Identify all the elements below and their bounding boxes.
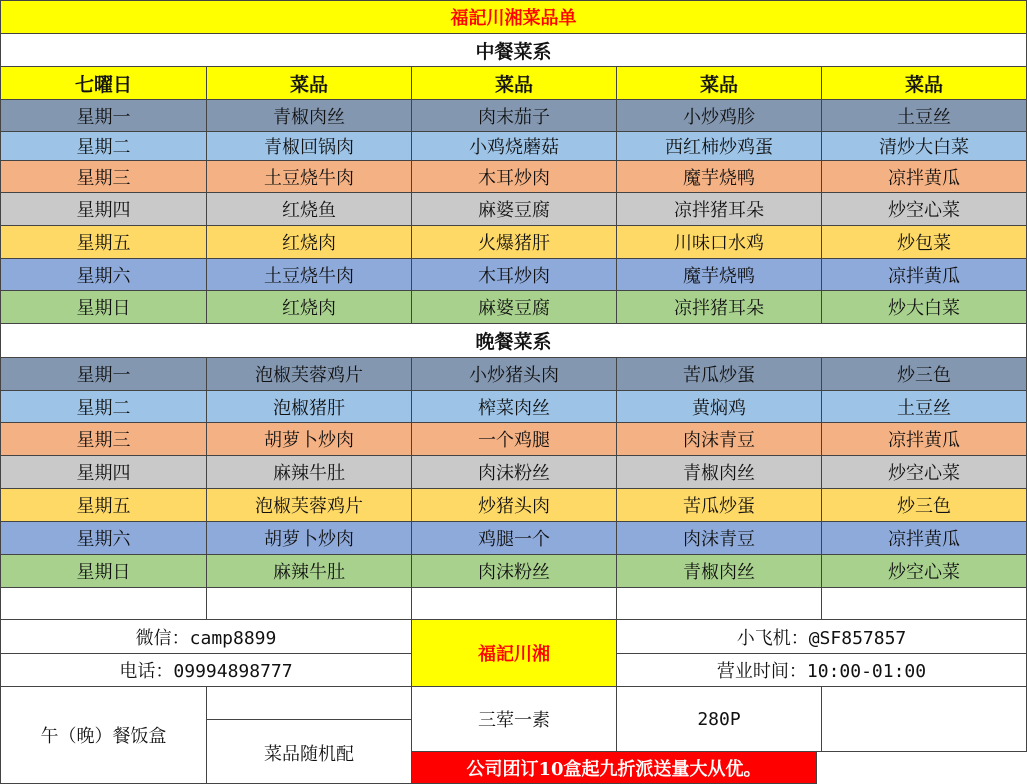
dish-cell: 凉拌黄瓜 [822, 161, 1027, 193]
dish-cell: 泡椒芙蓉鸡片 [207, 489, 412, 522]
dish-cell: 红烧肉 [207, 226, 412, 259]
dish-cell: 青椒肉丝 [617, 555, 822, 588]
dish-cell: 肉沫青豆 [617, 522, 822, 555]
brand-badge: 福記川湘 [412, 620, 617, 687]
dish-cell: 炒空心菜 [822, 456, 1027, 489]
lunch-section-title: 中餐菜系 [475, 40, 552, 63]
header-weekday: 七曜日 [0, 67, 207, 100]
dish-cell: 炒三色 [822, 489, 1027, 522]
empty-cell [822, 687, 1027, 752]
dish-cell: 炒大白菜 [822, 291, 1027, 324]
lunch-row-friday [0, 226, 1027, 259]
lunchbox-label: 午（晚）餐饭盒 [0, 687, 207, 784]
dish-cell: 西红柿炒鸡蛋 [617, 132, 822, 161]
dish-cell: 麻婆豆腐 [412, 291, 617, 324]
header-dish-1: 菜品 [207, 67, 412, 100]
weekday-cell: 星期三 [0, 161, 207, 193]
empty-cell [207, 588, 412, 620]
dish-cell: 凉拌黄瓜 [822, 423, 1027, 456]
dish-cell: 肉沫粉丝 [412, 555, 617, 588]
dish-cell: 麻辣牛肚 [207, 456, 412, 489]
price-value: 280P [617, 687, 822, 752]
phone-contact: 电话：09994898777 [0, 654, 412, 687]
dish-cell: 苦瓜炒蛋 [617, 489, 822, 522]
dish-cell: 麻辣牛肚 [207, 555, 412, 588]
empty-row [0, 588, 1027, 620]
dish-cell: 泡椒猪肝 [207, 391, 412, 423]
dish-cell: 土豆烧牛肉 [207, 259, 412, 291]
wechat-contact: 微信：camp8899 [0, 620, 412, 654]
dinner-row-thursday [0, 456, 1027, 489]
lunch-row-thursday [0, 193, 1027, 226]
weekday-cell: 星期五 [0, 226, 207, 259]
dish-cell: 鸡腿一个 [412, 522, 617, 555]
dish-cell: 肉沫青豆 [617, 423, 822, 456]
lunch-row-sunday [0, 291, 1027, 324]
header-dish-3: 菜品 [617, 67, 822, 100]
weekday-cell: 星期三 [0, 423, 207, 456]
dish-cell: 炒空心菜 [822, 555, 1027, 588]
dish-cell: 川味口水鸡 [617, 226, 822, 259]
weekday-cell: 星期四 [0, 456, 207, 489]
menu-title-bar [0, 0, 1027, 34]
dish-cell: 凉拌黄瓜 [822, 522, 1027, 555]
promo-banner: 公司团订10盒起九折派送量大从优。 [412, 752, 817, 784]
lunch-row-saturday [0, 259, 1027, 291]
empty-cell [617, 588, 822, 620]
dish-cell: 炒空心菜 [822, 193, 1027, 226]
dinner-row-tuesday [0, 391, 1027, 423]
lunch-row-monday [0, 100, 1027, 132]
dish-cell: 木耳炒肉 [412, 259, 617, 291]
weekday-cell: 星期一 [0, 358, 207, 391]
dinner-row-wednesday [0, 423, 1027, 456]
empty-cell [207, 687, 412, 720]
dish-cell: 榨菜肉丝 [412, 391, 617, 423]
lunch-section-heading [0, 34, 1027, 67]
lunch-row-tuesday [0, 132, 1027, 161]
dish-cell: 清炒大白菜 [822, 132, 1027, 161]
dinner-row-sunday [0, 555, 1027, 588]
dinner-section-heading [0, 324, 1027, 358]
footer-info [0, 620, 1027, 784]
dish-cell: 肉沫粉丝 [412, 456, 617, 489]
dish-cell: 红烧肉 [207, 291, 412, 324]
dinner-row-friday [0, 489, 1027, 522]
dish-cell: 凉拌猪耳朵 [617, 193, 822, 226]
random-dishes-note: 菜品随机配 [207, 720, 412, 784]
dish-cell: 苦瓜炒蛋 [617, 358, 822, 391]
dish-cell: 胡萝卜炒肉 [207, 522, 412, 555]
dish-cell: 炒三色 [822, 358, 1027, 391]
dish-cell: 小鸡烧蘑菇 [412, 132, 617, 161]
dish-cell: 胡萝卜炒肉 [207, 423, 412, 456]
dish-cell: 魔芋烧鸭 [617, 161, 822, 193]
weekday-cell: 星期二 [0, 391, 207, 423]
dish-cell: 土豆丝 [822, 391, 1027, 423]
weekday-cell: 星期五 [0, 489, 207, 522]
dish-cell: 凉拌黄瓜 [822, 259, 1027, 291]
dish-cell: 黄焖鸡 [617, 391, 822, 423]
combo-description: 三荤一素 [412, 687, 617, 752]
lunch-row-wednesday [0, 161, 1027, 193]
empty-cell [0, 588, 207, 620]
dish-cell: 凉拌猪耳朵 [617, 291, 822, 324]
dish-cell: 麻婆豆腐 [412, 193, 617, 226]
dish-cell: 土豆烧牛肉 [207, 161, 412, 193]
dish-cell: 土豆丝 [822, 100, 1027, 132]
dish-cell: 炒猪头肉 [412, 489, 617, 522]
dish-cell: 青椒肉丝 [207, 100, 412, 132]
header-dish-4: 菜品 [822, 67, 1027, 100]
dish-cell: 炒包菜 [822, 226, 1027, 259]
weekday-cell: 星期二 [0, 132, 207, 161]
dish-cell: 小炒猪头肉 [412, 358, 617, 391]
dish-cell: 一个鸡腿 [412, 423, 617, 456]
column-header-row [0, 67, 1027, 100]
weekday-cell: 星期四 [0, 193, 207, 226]
dish-cell: 红烧鱼 [207, 193, 412, 226]
menu-title: 福記川湘菜品单 [450, 8, 577, 29]
weekday-cell: 星期六 [0, 259, 207, 291]
dish-cell: 青椒回锅肉 [207, 132, 412, 161]
empty-cell [412, 588, 617, 620]
telegram-contact: 小飞机：@SF857857 [617, 620, 1027, 654]
dish-cell: 火爆猪肝 [412, 226, 617, 259]
dish-cell: 木耳炒肉 [412, 161, 617, 193]
dish-cell: 泡椒芙蓉鸡片 [207, 358, 412, 391]
dish-cell: 小炒鸡胗 [617, 100, 822, 132]
dinner-row-monday [0, 358, 1027, 391]
dish-cell: 魔芋烧鸭 [617, 259, 822, 291]
weekday-cell: 星期六 [0, 522, 207, 555]
dinner-section-title: 晚餐菜系 [475, 331, 552, 353]
weekday-cell: 星期日 [0, 291, 207, 324]
dish-cell: 青椒肉丝 [617, 456, 822, 489]
header-dish-2: 菜品 [412, 67, 617, 100]
weekday-cell: 星期日 [0, 555, 207, 588]
weekday-cell: 星期一 [0, 100, 207, 132]
dish-cell: 肉末茄子 [412, 100, 617, 132]
business-hours: 营业时间：10:00-01:00 [617, 654, 1027, 687]
empty-cell [822, 588, 1027, 620]
dinner-row-saturday [0, 522, 1027, 555]
